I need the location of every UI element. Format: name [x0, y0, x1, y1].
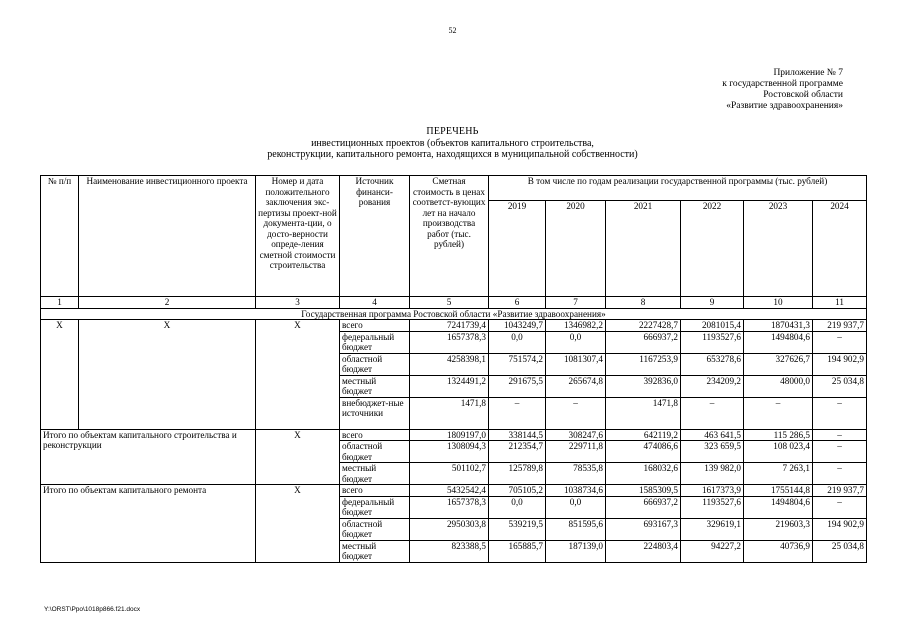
column-number: 8: [606, 297, 681, 309]
row-year-value: –: [813, 441, 867, 463]
row-year-value: 308247,6: [546, 429, 606, 441]
row-year-value: 705105,2: [489, 485, 546, 497]
row-source: областной бюджет: [340, 518, 410, 540]
row-source: федеральный бюджет: [340, 331, 410, 353]
header-year: 2019: [489, 201, 546, 297]
row-year-value: –: [813, 463, 867, 485]
header-years-group: В том числе по годам реализации государственной программы (тыс. рублей): [489, 176, 867, 201]
column-number: 7: [546, 297, 606, 309]
row-year-value: 40736,9: [744, 540, 813, 562]
row-source: местный бюджет: [340, 463, 410, 485]
row-source: местный бюджет: [340, 375, 410, 397]
row-year-value: 1617373,9: [681, 485, 744, 497]
row-year-value: 165885,7: [489, 540, 546, 562]
row-year-value: 392836,0: [606, 375, 681, 397]
row-year-value: 1870431,3: [744, 320, 813, 332]
row-year-value: 187139,0: [546, 540, 606, 562]
row-cost: 7241739,4: [410, 320, 489, 332]
column-number: 11: [813, 297, 867, 309]
row-source: областной бюджет: [340, 353, 410, 375]
row-year-value: 48000,0: [744, 375, 813, 397]
row-year-value: 539219,5: [489, 518, 546, 540]
row-year-value: 224803,4: [606, 540, 681, 562]
column-number: 3: [256, 297, 340, 309]
row-year-value: 474086,6: [606, 441, 681, 463]
row-year-value: 463 641,5: [681, 429, 744, 441]
row-year-value: 265674,8: [546, 375, 606, 397]
table-row: [41, 320, 867, 332]
header-name: Наименование инвестиционного проекта: [79, 176, 256, 297]
row-year-value: 1193527,6: [681, 331, 744, 353]
row-cost: 1657378,3: [410, 331, 489, 353]
row-cost: 1471,8: [410, 397, 489, 429]
row-year-value: 666937,2: [606, 331, 681, 353]
row-year-value: 2081015,4: [681, 320, 744, 332]
row-year-value: 219 937,7: [813, 320, 867, 332]
footer-file-path: Y:\ORST\Ppo\1018p866.f21.docx: [44, 606, 141, 613]
row-year-value: 139 982,0: [681, 463, 744, 485]
row-year-value: 1193527,6: [681, 496, 744, 518]
row-year-value: 229711,8: [546, 441, 606, 463]
row-year-value: –: [813, 496, 867, 518]
column-number: 6: [489, 297, 546, 309]
row-year-value: 291675,5: [489, 375, 546, 397]
row-cost: 1308094,3: [410, 441, 489, 463]
row-year-value: 1471,8: [606, 397, 681, 429]
row-year-value: 0,0: [489, 331, 546, 353]
row-year-value: 693167,3: [606, 518, 681, 540]
row-year-value: 666937,2: [606, 496, 681, 518]
row-source: областной бюджет: [340, 441, 410, 463]
column-number: 10: [744, 297, 813, 309]
appendix-line: «Развитие здравоохранения»: [726, 101, 843, 111]
row-year-value: 1043249,7: [489, 320, 546, 332]
row-year-value: –: [813, 331, 867, 353]
header-row: [41, 176, 867, 201]
title-subline: инвестиционных проектов (объектов капитального строительства,: [311, 137, 594, 149]
row-year-value: –: [546, 397, 606, 429]
row-expert: Х: [256, 429, 340, 485]
row-year-value: 653278,6: [681, 353, 744, 375]
row-source: всего: [340, 429, 410, 441]
investment-table: [40, 175, 867, 563]
row-year-value: –: [813, 429, 867, 441]
row-year-value: 1494804,6: [744, 496, 813, 518]
row-name: Итого по объектам капитального ремонта: [41, 485, 256, 563]
header-year: 2023: [744, 201, 813, 297]
row-year-value: 219603,3: [744, 518, 813, 540]
header-year: 2021: [606, 201, 681, 297]
appendix-line: Ростовской области: [763, 90, 843, 100]
row-source: всего: [340, 485, 410, 497]
header-year: 2022: [681, 201, 744, 297]
row-year-value: 338144,5: [489, 429, 546, 441]
row-year-value: 751574,2: [489, 353, 546, 375]
row-year-value: 94227,2: [681, 540, 744, 562]
row-cost: 823388,5: [410, 540, 489, 562]
row-year-value: 0,0: [546, 496, 606, 518]
row-year-value: 1081307,4: [546, 353, 606, 375]
table-row: [41, 485, 867, 497]
row-year-value: –: [744, 397, 813, 429]
column-numbers-row: [41, 297, 867, 309]
row-year-value: 78535,8: [546, 463, 606, 485]
row-year-value: 194 902,9: [813, 353, 867, 375]
row-source: внебюджет-ные источники: [340, 397, 410, 429]
row-year-value: 219 937,7: [813, 485, 867, 497]
table-row: [41, 429, 867, 441]
row-cost: 2950303,8: [410, 518, 489, 540]
column-number: 5: [410, 297, 489, 309]
column-number: 1: [41, 297, 79, 309]
row-year-value: –: [681, 397, 744, 429]
header-source: Источник финанси-рования: [340, 176, 410, 297]
column-number: 9: [681, 297, 744, 309]
row-cost: 1657378,3: [410, 496, 489, 518]
appendix-line: к государственной программе: [722, 79, 843, 89]
row-num: Х: [41, 320, 79, 430]
row-expert: Х: [256, 485, 340, 563]
program-title-row: [41, 309, 867, 320]
row-year-value: 0,0: [546, 331, 606, 353]
header-expert: Номер и дата положительного заключения экс-пертизы проект-ной документа-ции, о досто-верности опреде-ления сметной стоимости строительства: [256, 176, 340, 297]
title-subline: реконструкции, капитального ремонта, находящихся в муниципальной собственности): [267, 149, 638, 160]
row-name: Х: [79, 320, 256, 430]
appendix-line: Приложение № 7: [773, 68, 843, 78]
header-year: 2024: [813, 201, 867, 297]
row-year-value: 1346982,2: [546, 320, 606, 332]
row-year-value: 234209,2: [681, 375, 744, 397]
row-year-value: –: [813, 397, 867, 429]
row-year-value: 25 034,8: [813, 540, 867, 562]
row-expert: Х: [256, 320, 340, 430]
document-title: [0, 126, 905, 161]
header-year: 2020: [546, 201, 606, 297]
header-num: № п/п: [41, 176, 79, 297]
row-year-value: 1167253,9: [606, 353, 681, 375]
appendix-block: [633, 68, 843, 112]
row-year-value: –: [489, 397, 546, 429]
row-year-value: 168032,6: [606, 463, 681, 485]
row-cost: 5432542,4: [410, 485, 489, 497]
row-year-value: 1038734,6: [546, 485, 606, 497]
column-number: 2: [79, 297, 256, 309]
row-year-value: 329619,1: [681, 518, 744, 540]
row-year-value: 212354,7: [489, 441, 546, 463]
row-year-value: 125789,8: [489, 463, 546, 485]
row-year-value: 108 023,4: [744, 441, 813, 463]
row-year-value: 115 286,5: [744, 429, 813, 441]
row-source: местный бюджет: [340, 540, 410, 562]
column-number: 4: [340, 297, 410, 309]
row-cost: 1809197,0: [410, 429, 489, 441]
row-year-value: 2227428,7: [606, 320, 681, 332]
row-year-value: 851595,6: [546, 518, 606, 540]
row-year-value: 327626,7: [744, 353, 813, 375]
row-year-value: 323 659,5: [681, 441, 744, 463]
row-cost: 1324491,2: [410, 375, 489, 397]
row-year-value: 1755144,8: [744, 485, 813, 497]
row-year-value: 25 034,8: [813, 375, 867, 397]
page-number: 52: [448, 26, 457, 35]
title-heading: ПЕРЕЧЕНЬ: [426, 126, 479, 137]
row-year-value: 7 263,1: [744, 463, 813, 485]
header-cost: Сметная стоимость в ценах соответст-вующих лет на начало производства работ (тыс. рублей): [410, 176, 489, 297]
row-source: федеральный бюджет: [340, 496, 410, 518]
row-year-value: 0,0: [489, 496, 546, 518]
row-year-value: 1494804,6: [744, 331, 813, 353]
row-cost: 4258398,1: [410, 353, 489, 375]
program-title: Государственная программа Ростовской области «Развитие здравоохранения»: [41, 309, 867, 320]
row-cost: 501102,7: [410, 463, 489, 485]
row-source: всего: [340, 320, 410, 332]
row-year-value: 1585309,5: [606, 485, 681, 497]
row-year-value: 194 902,9: [813, 518, 867, 540]
row-name: Итого по объектам капитального строительства и реконструкции: [41, 429, 256, 485]
row-year-value: 642119,2: [606, 429, 681, 441]
